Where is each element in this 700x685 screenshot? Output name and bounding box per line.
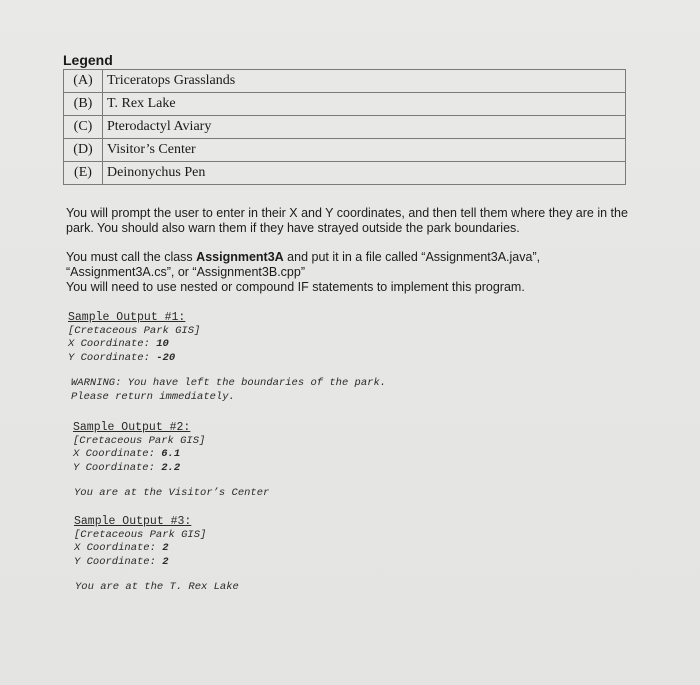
legend-code: (B) — [64, 93, 103, 116]
instructions-paragraph-3: You will need to use nested or compound IF statements to implement this program. — [66, 280, 525, 294]
sample-system-line: [Cretaceous Park GIS] — [68, 324, 201, 337]
legend-code: (A) — [64, 70, 103, 93]
sample-output-1 — [68, 311, 200, 365]
legend-code: (D) — [64, 139, 103, 162]
sample-system-line: [Cretaceous Park GIS] — [74, 528, 207, 541]
sample-x-line — [68, 338, 200, 352]
sample-x-line — [73, 448, 205, 462]
sample-1-message — [71, 377, 386, 404]
sample-x-line — [74, 542, 206, 556]
table-row — [64, 93, 626, 116]
sample-output-3 — [74, 515, 206, 569]
sample-y-line — [73, 462, 205, 476]
result-line: You are at the T. Rex Lake — [75, 581, 239, 593]
instructions-text: and put it in a file called “Assignment3A.java”, “Assignment3A.cs”, or “Assignment3B.cpp” — [66, 250, 541, 279]
legend-code: (C) — [64, 116, 103, 139]
legend-name: Deinonychus Pen — [103, 162, 626, 185]
legend-table — [63, 69, 626, 185]
legend-name: Pterodactyl Aviary — [103, 116, 626, 139]
warning-line: WARNING: You have left the boundaries of the park. — [71, 377, 387, 389]
legend-name: Visitor’s Center — [103, 139, 626, 162]
table-row — [64, 139, 626, 162]
x-label: X Coordinate: — [74, 542, 163, 554]
x-value: 2 — [162, 542, 169, 554]
x-value: 10 — [156, 338, 169, 350]
y-value: -20 — [156, 351, 176, 364]
y-label: Y Coordinate: — [73, 461, 162, 474]
y-value: 2 — [162, 555, 169, 568]
sample-output-2 — [73, 421, 205, 475]
sample-y-line — [74, 556, 206, 570]
instructions-paragraph-2 — [66, 250, 632, 280]
result-line: You are at the Visitor’s Center — [74, 487, 270, 499]
warning-line: Please return immediately. — [71, 390, 235, 403]
table-row — [64, 70, 626, 93]
table-row — [64, 162, 626, 185]
sample-system-line: [Cretaceous Park GIS] — [73, 434, 206, 447]
x-value: 6.1 — [161, 448, 181, 460]
sample-2-message — [74, 487, 269, 501]
y-value: 2.2 — [161, 461, 181, 474]
sample-heading: Sample Output #3: — [74, 515, 192, 528]
sample-heading: Sample Output #2: — [73, 421, 191, 434]
sample-y-line — [68, 352, 200, 366]
legend-name: T. Rex Lake — [103, 93, 626, 116]
y-label: Y Coordinate: — [74, 555, 163, 568]
legend-code: (E) — [64, 162, 103, 185]
y-label: Y Coordinate: — [68, 351, 157, 364]
legend-name: Triceratops Grasslands — [103, 70, 626, 93]
instructions-text: You must call the class — [66, 250, 197, 264]
table-row — [64, 116, 626, 139]
class-name: Assignment3A — [196, 250, 284, 264]
sample-heading: Sample Output #1: — [68, 311, 186, 324]
x-label: X Coordinate: — [73, 448, 162, 460]
legend-title: Legend — [63, 52, 113, 68]
x-label: X Coordinate: — [68, 338, 157, 350]
instructions-paragraph-1: You will prompt the user to enter in their X and Y coordinates, and then tell them where they are in the park. You should also warn them if they have strayed outside the park boundaries. — [66, 206, 628, 235]
sample-3-message — [75, 581, 239, 595]
